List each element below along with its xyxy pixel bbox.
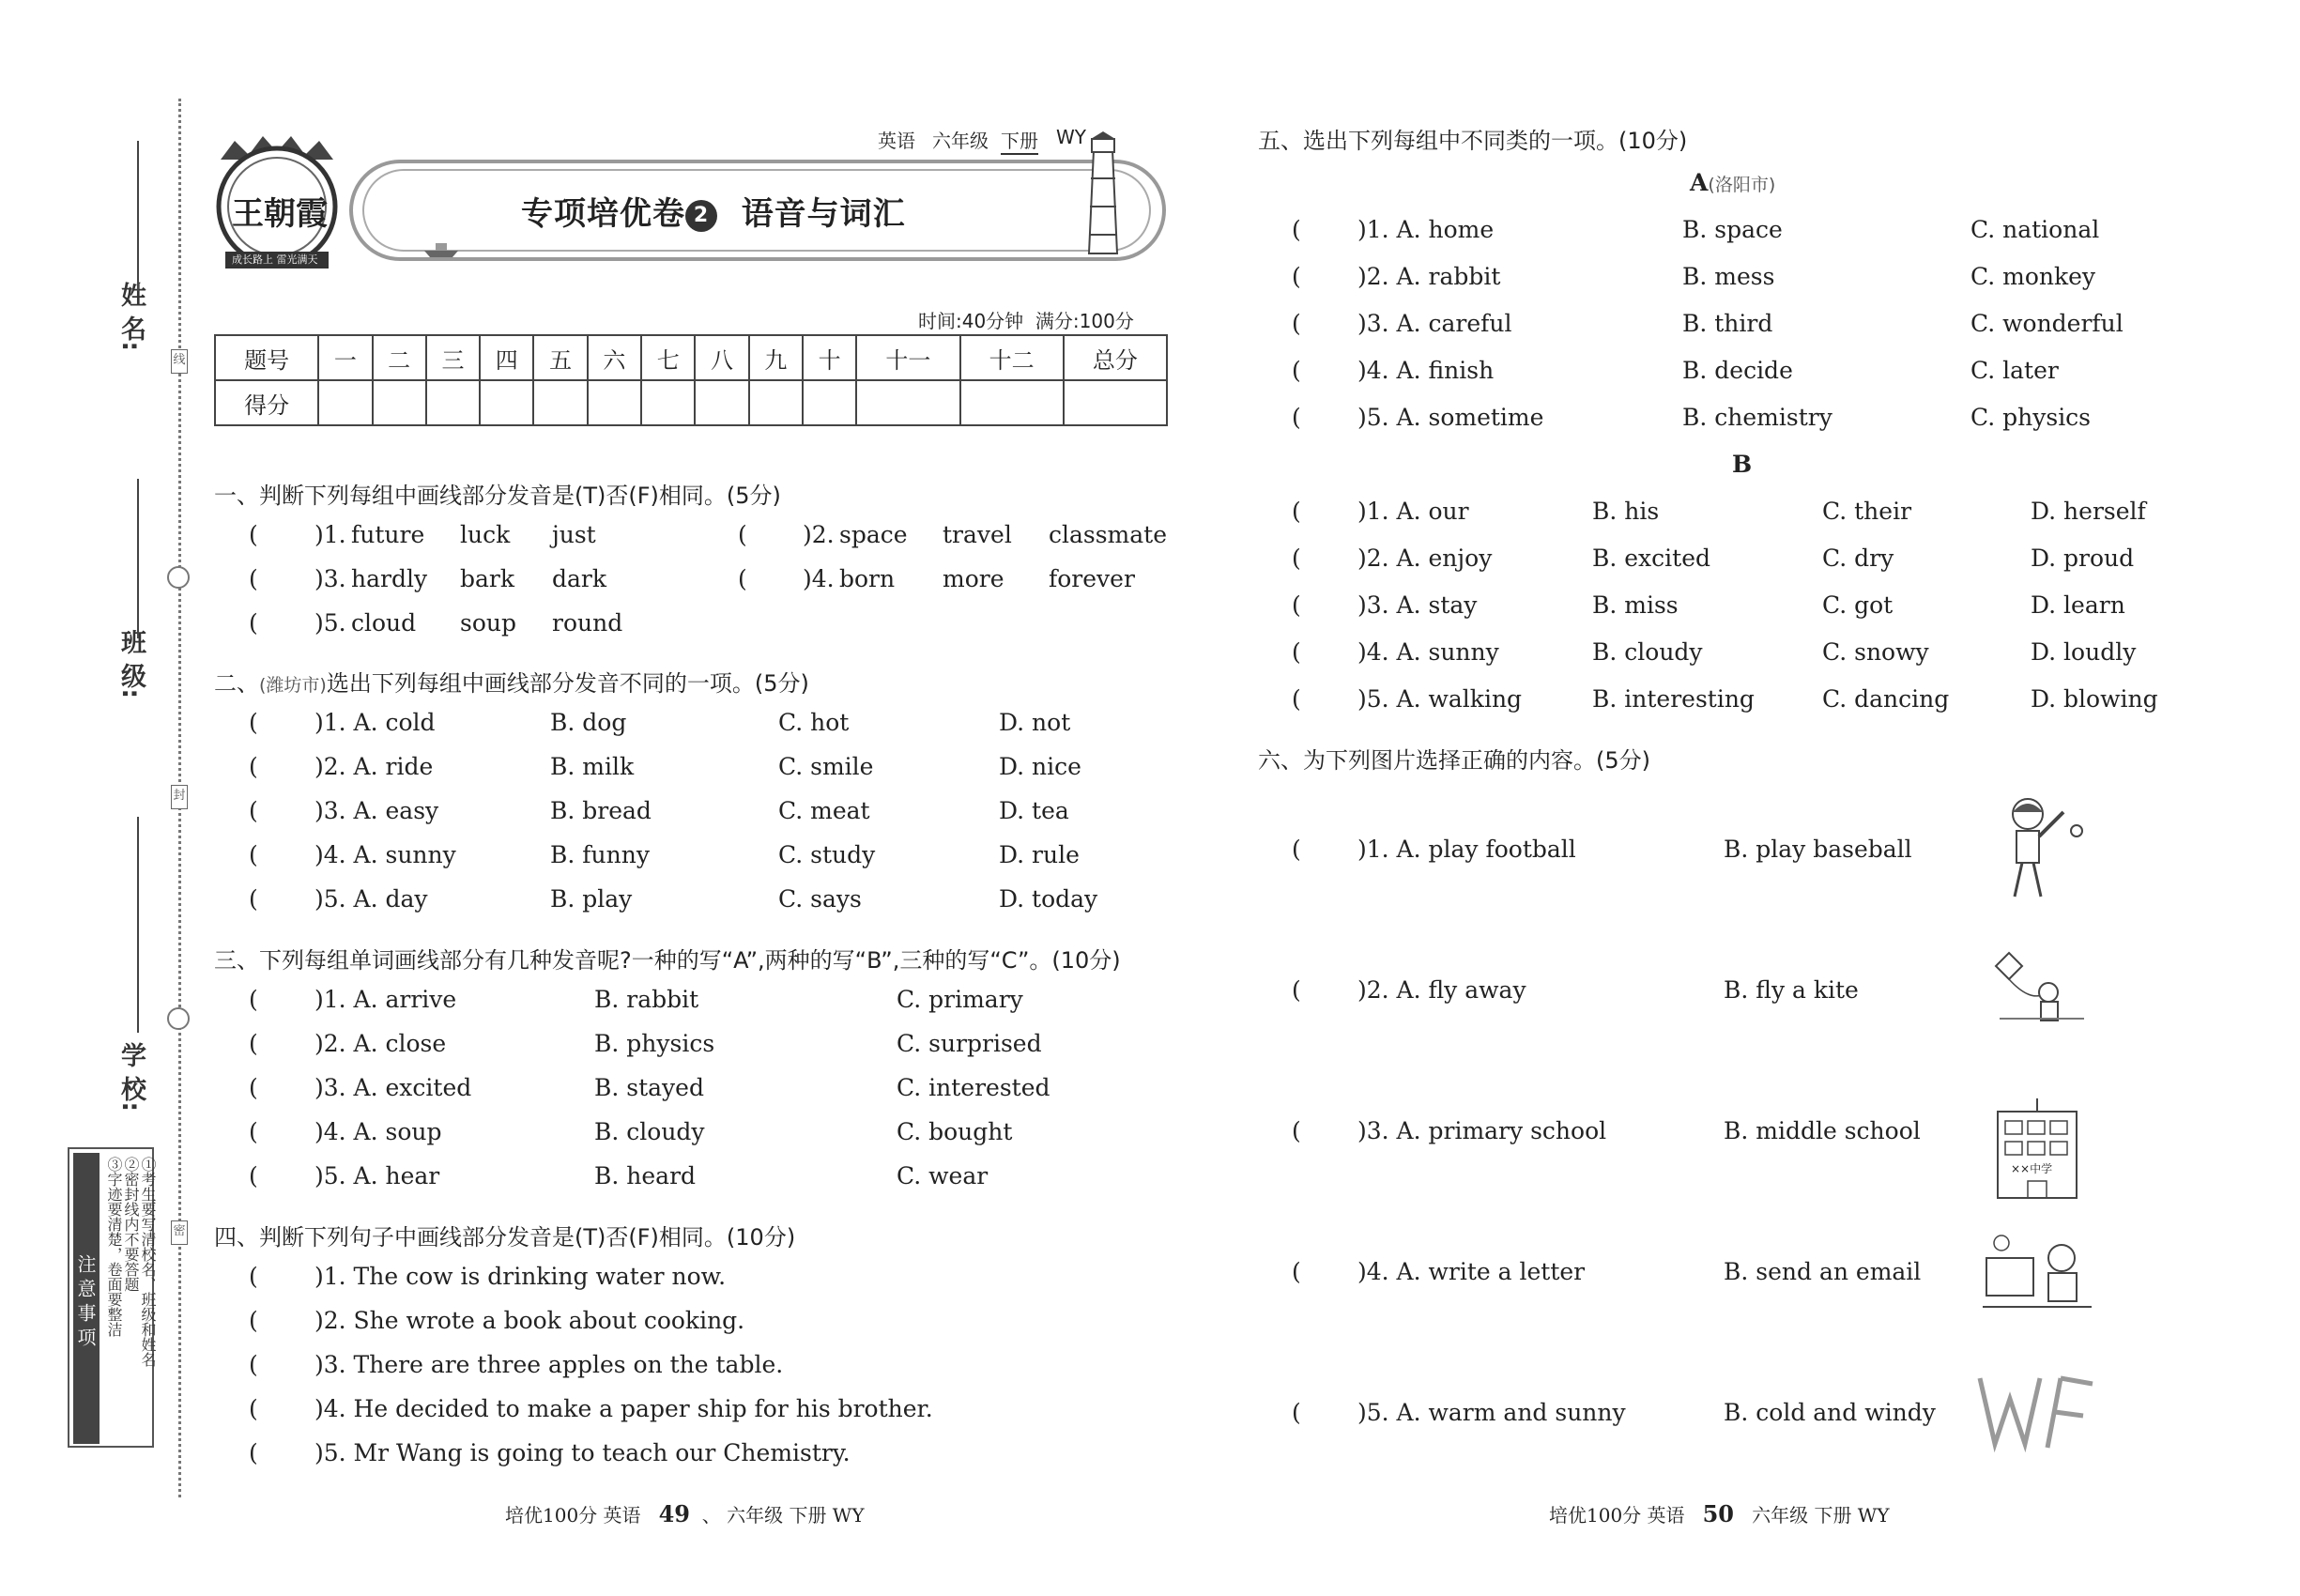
answer-paren[interactable]: (: [1292, 545, 1301, 572]
answer-paren[interactable]: (: [249, 1074, 258, 1101]
score-input-cell[interactable]: [373, 380, 426, 425]
s1-q2-word3: classmate: [1049, 521, 1168, 548]
weather-wf-icon: [1976, 1371, 2098, 1459]
s3-q4-a: )4. A. soup: [314, 1118, 442, 1145]
answer-paren[interactable]: (: [1292, 685, 1301, 713]
score-input-cell[interactable]: [749, 380, 803, 425]
class-label: 班 级:: [116, 629, 146, 699]
answer-paren[interactable]: (: [738, 565, 747, 592]
answer-paren[interactable]: (: [249, 753, 258, 780]
s5b-q5-d: D. blowing: [2031, 685, 2158, 713]
s2-q5-b: B. play: [550, 885, 633, 913]
s1-q1-num: )1.: [314, 521, 346, 548]
answer-paren[interactable]: (: [249, 565, 258, 592]
footer-left: 培优100分 英语 49 、 六年级 下册 WY: [505, 1500, 865, 1527]
time-score-info: 时间:40分钟 满分:100分: [918, 310, 1134, 332]
s6-q2-b: B. fly a kite: [1724, 976, 1859, 1004]
score-header-cell: 总分: [1064, 335, 1167, 380]
score-input-cell[interactable]: [1064, 380, 1167, 425]
score-header-cell: 二: [373, 335, 426, 380]
answer-paren[interactable]: (: [249, 885, 258, 913]
s2-q1-c: C. hot: [778, 709, 850, 736]
score-input-cell[interactable]: [803, 380, 856, 425]
score-header-cell: 题号: [215, 335, 318, 380]
s3-q4-b: B. cloudy: [594, 1118, 705, 1145]
answer-paren[interactable]: (: [249, 521, 258, 548]
s3-q4-c: C. bought: [897, 1118, 1013, 1145]
s6-q1-b: B. play baseball: [1724, 836, 1912, 863]
score-input-cell[interactable]: [318, 380, 372, 425]
computer-email-icon: [1981, 1230, 2093, 1327]
s6-q3-a: )3. A. primary school: [1357, 1117, 1607, 1144]
class-line: [137, 479, 139, 638]
section1-title: 一、判断下列每组中画线部分发音是(T)否(F)相同。(5分): [214, 483, 781, 509]
score-table-header-row: [215, 335, 1167, 380]
s6-q4-a: )4. A. write a letter: [1357, 1258, 1586, 1285]
score-header-cell: 五: [533, 335, 587, 380]
answer-paren[interactable]: (: [1292, 1399, 1301, 1426]
s5a-q5-b: B. chemistry: [1682, 404, 1832, 431]
s5b-q4-a: )4. A. sunny: [1357, 638, 1499, 666]
s5a-q4-b: B. decide: [1682, 357, 1793, 384]
section5-partB: B: [1732, 451, 1753, 478]
answer-paren[interactable]: (: [249, 609, 258, 637]
s6-q5-b: B. cold and windy: [1724, 1399, 1936, 1426]
s5b-q1-b: B. his: [1592, 498, 1660, 525]
baseball-player-icon: [1990, 793, 2093, 910]
name-label: 姓 名:: [116, 282, 146, 352]
s1-q3-word1: hardly: [351, 565, 428, 592]
answer-paren[interactable]: (: [249, 1395, 258, 1422]
s1-q4-word2: more: [943, 565, 1004, 592]
s3-q5-c: C. wear: [897, 1162, 989, 1189]
answer-paren[interactable]: (: [1292, 498, 1301, 525]
s6-q4-b: B. send an email: [1724, 1258, 1922, 1285]
section3-title: 三、下列每组单词画线部分有几种发音呢?一种的写“A”,两种的写“B”,三种的写“C”。(10分): [214, 947, 1121, 974]
score-input-cell[interactable]: [695, 380, 748, 425]
s3-q5-b: B. heard: [594, 1162, 697, 1189]
s3-q2-b: B. physics: [594, 1030, 715, 1057]
s1-q4-word3: forever: [1049, 565, 1135, 592]
s2-q3-b: B. bread: [550, 797, 652, 824]
answer-paren[interactable]: (: [249, 1162, 258, 1189]
s4-q1: )1. The cow is drinking water now.: [314, 1263, 727, 1290]
s5b-q3-b: B. miss: [1592, 591, 1679, 619]
page-number-left: 49: [658, 1500, 691, 1527]
s5b-q3-d: D. learn: [2031, 591, 2125, 619]
answer-paren[interactable]: (: [249, 1439, 258, 1466]
answer-paren[interactable]: (: [249, 1030, 258, 1057]
answer-paren[interactable]: (: [1292, 638, 1301, 666]
s1-q5-word3: round: [552, 609, 623, 637]
s5b-q5-c: C. dancing: [1822, 685, 1950, 713]
cut-mark-secret: 密: [171, 1220, 188, 1245]
s2-q2-c: C. smile: [778, 753, 874, 780]
answer-paren[interactable]: (: [249, 1307, 258, 1334]
s2-q5-d: D. today: [999, 885, 1098, 913]
s2-q4-b: B. funny: [550, 841, 650, 868]
s5a-q2-b: B. mess: [1682, 263, 1775, 290]
volume-label: 下册: [1001, 126, 1038, 155]
s5a-q3-c: C. wonderful: [1970, 310, 2124, 337]
score-input-cell[interactable]: [480, 380, 533, 425]
s5b-q4-c: C. snowy: [1822, 638, 1929, 666]
s3-q3-c: C. interested: [897, 1074, 1050, 1101]
s4-q2: )2. She wrote a book about cooking.: [314, 1307, 745, 1334]
answer-paren[interactable]: (: [249, 986, 258, 1013]
answer-paren[interactable]: (: [1292, 216, 1301, 243]
s5b-q2-b: B. excited: [1592, 545, 1711, 572]
score-header-cell: 九: [749, 335, 803, 380]
s1-q5-word1: cloud: [351, 609, 417, 637]
s5a-q5-c: C. physics: [1970, 404, 2092, 431]
score-header-cell: 七: [641, 335, 695, 380]
s5a-q4-a: )4. A. finish: [1357, 357, 1495, 384]
s1-q1-word2: luck: [460, 521, 511, 548]
edition-label: WY: [1056, 126, 1086, 148]
s2-q5-a: )5. A. day: [314, 885, 428, 913]
s1-q1-word1: future: [351, 521, 425, 548]
answer-paren[interactable]: (: [1292, 836, 1301, 863]
s3-q3-a: )3. A. excited: [314, 1074, 472, 1101]
s6-q3-b: B. middle school: [1724, 1117, 1921, 1144]
s5b-q1-d: D. herself: [2031, 498, 2146, 525]
lighthouse-icon: [1080, 131, 1127, 262]
score-header-cell: 三: [426, 335, 480, 380]
score-table: [214, 334, 1168, 426]
answer-paren[interactable]: (: [1292, 404, 1301, 431]
binding-hole-icon: [167, 566, 190, 589]
s5a-q3-b: B. third: [1682, 310, 1773, 337]
s5b-q5-b: B. interesting: [1592, 685, 1755, 713]
s2-q4-d: D. rule: [999, 841, 1080, 868]
s1-q3-num: )3.: [314, 565, 346, 592]
s4-q5: )5. Mr Wang is going to teach our Chemistry.: [314, 1439, 851, 1466]
s2-q2-b: B. milk: [550, 753, 635, 780]
s5b-q2-c: C. dry: [1822, 545, 1894, 572]
score-input-cell[interactable]: [641, 380, 695, 425]
s2-q1-b: B. dog: [550, 709, 627, 736]
s3-q1-a: )1. A. arrive: [314, 986, 457, 1013]
score-input-cell[interactable]: [960, 380, 1064, 425]
score-header-cell: 十: [803, 335, 856, 380]
school-line: [137, 817, 139, 1033]
score-header-cell: 六: [588, 335, 641, 380]
answer-paren[interactable]: (: [249, 797, 258, 824]
score-header-cell: 一: [318, 335, 372, 380]
s5a-q1-a: )1. A. home: [1357, 216, 1495, 243]
cut-mark-seal: 封: [171, 785, 188, 809]
section4-title: 四、判断下列句子中画线部分发音是(T)否(F)相同。(10分): [214, 1224, 796, 1251]
s5a-q2-c: C. monkey: [1970, 263, 2096, 290]
s5a-q5-a: )5. A. sometime: [1357, 404, 1544, 431]
page-title: 专项培优卷 2 语音与词汇: [521, 195, 906, 233]
s6-q5-a: )5. A. warm and sunny: [1357, 1399, 1626, 1426]
s3-q5-a: )5. A. hear: [314, 1162, 440, 1189]
brand-logo: [211, 131, 343, 272]
s2-q1-a: )1. A. cold: [314, 709, 436, 736]
score-header-cell: 四: [480, 335, 533, 380]
notice-title: 注意事项: [73, 1153, 100, 1444]
school-building-icon: [1990, 1098, 2084, 1205]
s5a-q1-b: B. space: [1682, 216, 1783, 243]
cut-mark-line: 线: [171, 349, 188, 374]
s2-q3-d: D. tea: [999, 797, 1069, 824]
s1-q2-word2: travel: [943, 521, 1012, 548]
score-input-cell[interactable]: [588, 380, 641, 425]
s2-q2-d: D. nice: [999, 753, 1081, 780]
answer-paren[interactable]: (: [1292, 310, 1301, 337]
score-input-cell[interactable]: [426, 380, 480, 425]
answer-paren[interactable]: (: [738, 521, 747, 548]
s3-q3-b: B. stayed: [594, 1074, 704, 1101]
s6-q1-a: )1. A. play football: [1357, 836, 1576, 863]
s5b-q3-a: )3. A. stay: [1357, 591, 1478, 619]
section5-title: 五、选出下列每组中不同类的一项。(10分): [1258, 128, 1688, 154]
s2-q3-c: C. meat: [778, 797, 870, 824]
s2-q1-d: D. not: [999, 709, 1071, 736]
s2-q4-a: )4. A. sunny: [314, 841, 456, 868]
s5b-q4-d: D. loudly: [2031, 638, 2137, 666]
s4-q3: )3. There are three apples on the table.: [314, 1351, 784, 1378]
school-label: 学 校:: [116, 1042, 146, 1113]
footer-right: 培优100分 英语 50 六年级 下册 WY: [1549, 1500, 1890, 1527]
score-header-cell: 八: [695, 335, 748, 380]
s1-q4-word1: born: [839, 565, 896, 592]
page-number-right: 50: [1702, 1500, 1735, 1527]
section5-region: (洛阳市): [1708, 175, 1776, 195]
score-input-cell[interactable]: [856, 380, 959, 425]
s1-q2-num: )2.: [803, 521, 835, 548]
s2-q2-a: )2. A. ride: [314, 753, 434, 780]
answer-paren[interactable]: (: [1292, 357, 1301, 384]
section5-partA: A(洛阳市): [1690, 169, 1776, 196]
s1-q5-num: )5.: [314, 609, 346, 637]
s5a-q4-c: C. later: [1970, 357, 2059, 384]
section2-title: 二、(潍坊市)选出下列每组中画线部分发音不同的一项。(5分): [214, 670, 809, 697]
s5b-q2-d: D. proud: [2031, 545, 2135, 572]
s3-q2-c: C. surprised: [897, 1030, 1042, 1057]
score-input-cell[interactable]: [533, 380, 587, 425]
s3-q2-a: )2. A. close: [314, 1030, 447, 1057]
s5b-q4-b: B. cloudy: [1592, 638, 1703, 666]
s1-q3-word2: bark: [460, 565, 515, 592]
answer-paren[interactable]: (: [249, 841, 258, 868]
notice-items: ①考生要写清校名、班级和姓名 ②密封线内不要答题 ③字迹要清楚，卷面要整洁: [105, 1157, 157, 1367]
s1-q1-word3: just: [552, 521, 596, 548]
kite-child-icon: [1990, 944, 2093, 1041]
answer-paren[interactable]: (: [249, 1351, 258, 1378]
s5b-q3-c: C. got: [1822, 591, 1894, 619]
s1-q5-word2: soup: [460, 609, 516, 637]
score-table-score-row: [215, 380, 1167, 425]
section2-region: (潍坊市): [259, 675, 327, 696]
s5a-q2-a: )2. A. rabbit: [1357, 263, 1501, 290]
answer-paren[interactable]: (: [1292, 976, 1301, 1004]
s1-q2-word1: space: [839, 521, 908, 548]
answer-paren[interactable]: (: [1292, 263, 1301, 290]
s1-q3-word3: dark: [552, 565, 607, 592]
s6-q2-a: )2. A. fly away: [1357, 976, 1526, 1004]
brand-name: 王朝霞: [232, 195, 328, 233]
s5b-q1-a: )1. A. our: [1357, 498, 1469, 525]
s4-q4: )4. He decided to make a paper ship for his brother.: [314, 1395, 933, 1422]
section6-title: 六、为下列图片选择正确的内容。(5分): [1258, 747, 1650, 774]
answer-paren[interactable]: (: [249, 1263, 258, 1290]
notice-box: [68, 1147, 157, 1448]
s5a-q1-c: C. national: [1970, 216, 2100, 243]
s2-q5-c: C. says: [778, 885, 862, 913]
s3-q1-b: B. rabbit: [594, 986, 699, 1013]
s2-q3-a: )3. A. easy: [314, 797, 439, 824]
s1-q4-num: )4.: [803, 565, 835, 592]
subject-label: 英语: [878, 130, 915, 152]
school-sign: ××中学: [2011, 1162, 2053, 1175]
score-row-label: 得分: [215, 380, 318, 425]
s2-q4-c: C. study: [778, 841, 876, 868]
binding-hole-icon: [167, 1007, 190, 1030]
answer-paren[interactable]: (: [1292, 1117, 1301, 1144]
s5a-q3-a: )3. A. careful: [1357, 310, 1512, 337]
score-header-cell: 十一: [856, 335, 959, 380]
title-number-badge: 2: [685, 200, 717, 232]
ship-icon: [422, 239, 460, 262]
s5b-q5-a: )5. A. walking: [1357, 685, 1523, 713]
s3-q1-c: C. primary: [897, 986, 1023, 1013]
s5b-q1-c: C. their: [1822, 498, 1912, 525]
score-header-cell: 十二: [960, 335, 1064, 380]
name-line: [137, 141, 139, 291]
answer-paren[interactable]: (: [1292, 1258, 1301, 1285]
s5b-q2-a: )2. A. enjoy: [1357, 545, 1493, 572]
answer-paren[interactable]: (: [1292, 591, 1301, 619]
grade-label: 六年级: [932, 130, 989, 152]
brand-slogan: 成长路上 雷光满天: [232, 253, 318, 266]
answer-paren[interactable]: (: [249, 709, 258, 736]
answer-paren[interactable]: (: [249, 1118, 258, 1145]
